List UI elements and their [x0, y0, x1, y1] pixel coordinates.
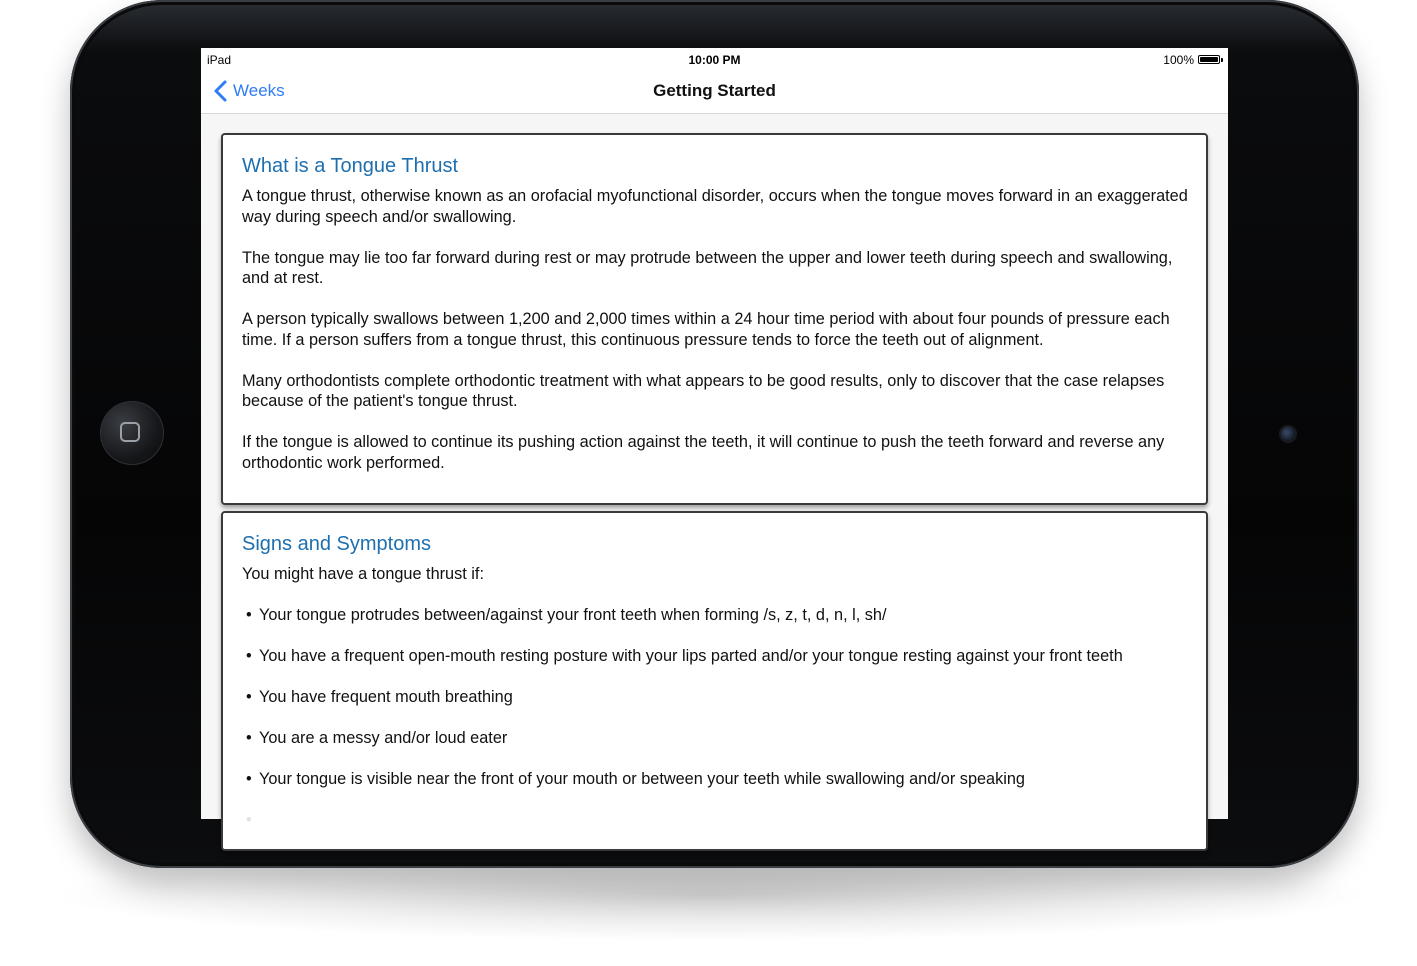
list-item-text: Your tongue protrudes between/against your front teeth when forming /s, z, t, d, n, l, sh/	[259, 606, 887, 624]
list-item-text: Your tongue is visible near the front of your mouth or between your teeth while swallowing and/or speaking	[259, 770, 1025, 788]
battery-percentage: 100%	[1163, 53, 1194, 67]
list-item	[246, 728, 1188, 749]
scroll-content[interactable]	[201, 114, 1228, 829]
device-screen	[201, 48, 1228, 829]
card-paragraph: A tongue thrust, otherwise known as an orofacial myofunctional disorder, occurs when the tongue moves forward in an exaggerated way during speech and/or swallowing.	[242, 187, 1188, 226]
bullet-icon: •	[246, 729, 252, 747]
card-title: Signs and Symptoms	[242, 533, 431, 555]
battery-level	[1200, 57, 1218, 62]
card-paragraph: A person typically swallows between 1,200 and 2,000 times within a 24 hour time period with about four pounds of pressure each time. If a person suffers from a tongue thrust, this continuous pressure tends to force the teeth out of alignment.	[242, 310, 1170, 349]
bullet-icon: •	[246, 688, 252, 706]
card-title: What is a Tongue Thrust	[242, 155, 459, 177]
camera-icon	[1281, 427, 1295, 441]
bullet-icon: •	[246, 606, 252, 624]
status-carrier: iPad	[207, 53, 232, 67]
navigation-bar	[201, 70, 1228, 114]
status-time: 10:00 PM	[688, 53, 741, 67]
list-item-text: You have a frequent open-mouth resting posture with your lips parted and/or your tongue resting against your front teeth	[259, 647, 1123, 665]
list-item	[246, 687, 1188, 708]
card-what-is-tongue-thrust	[221, 133, 1208, 505]
card-paragraph: The tongue may lie too far forward during rest or may protrude between the upper and lower teeth during speech and swallowing, and at rest.	[242, 248, 1173, 287]
battery-cap	[1221, 58, 1223, 62]
card-paragraph: If the tongue is allowed to continue its pushing action against the teeth, it will continue to push the teeth forward and reverse any orthodontic work performed.	[242, 433, 1165, 472]
list-item	[246, 646, 1188, 667]
list-item	[246, 605, 1188, 626]
card-paragraph: Many orthodontists complete orthodontic treatment with what appears to be good results, only to discover that the case relapses because of the patient's tongue thrust.	[242, 371, 1165, 410]
back-button-label: Weeks	[233, 81, 285, 100]
status-bar	[201, 48, 1228, 70]
card-signs-and-symptoms	[221, 511, 1208, 851]
list-item	[246, 769, 1188, 790]
bullet-icon: •	[246, 647, 252, 665]
list-item-cut-off	[246, 810, 1188, 831]
bullet-icon: •	[246, 811, 252, 829]
page-title: Getting Started	[653, 81, 776, 100]
list-item-text: You are a messy and/or loud eater	[259, 729, 508, 747]
card-intro: You might have a tongue thrust if:	[242, 565, 484, 583]
battery-icon	[1198, 55, 1220, 64]
home-square-icon	[120, 422, 140, 442]
bullet-icon: •	[246, 770, 252, 788]
list-item-text: You have frequent mouth breathing	[259, 688, 513, 706]
